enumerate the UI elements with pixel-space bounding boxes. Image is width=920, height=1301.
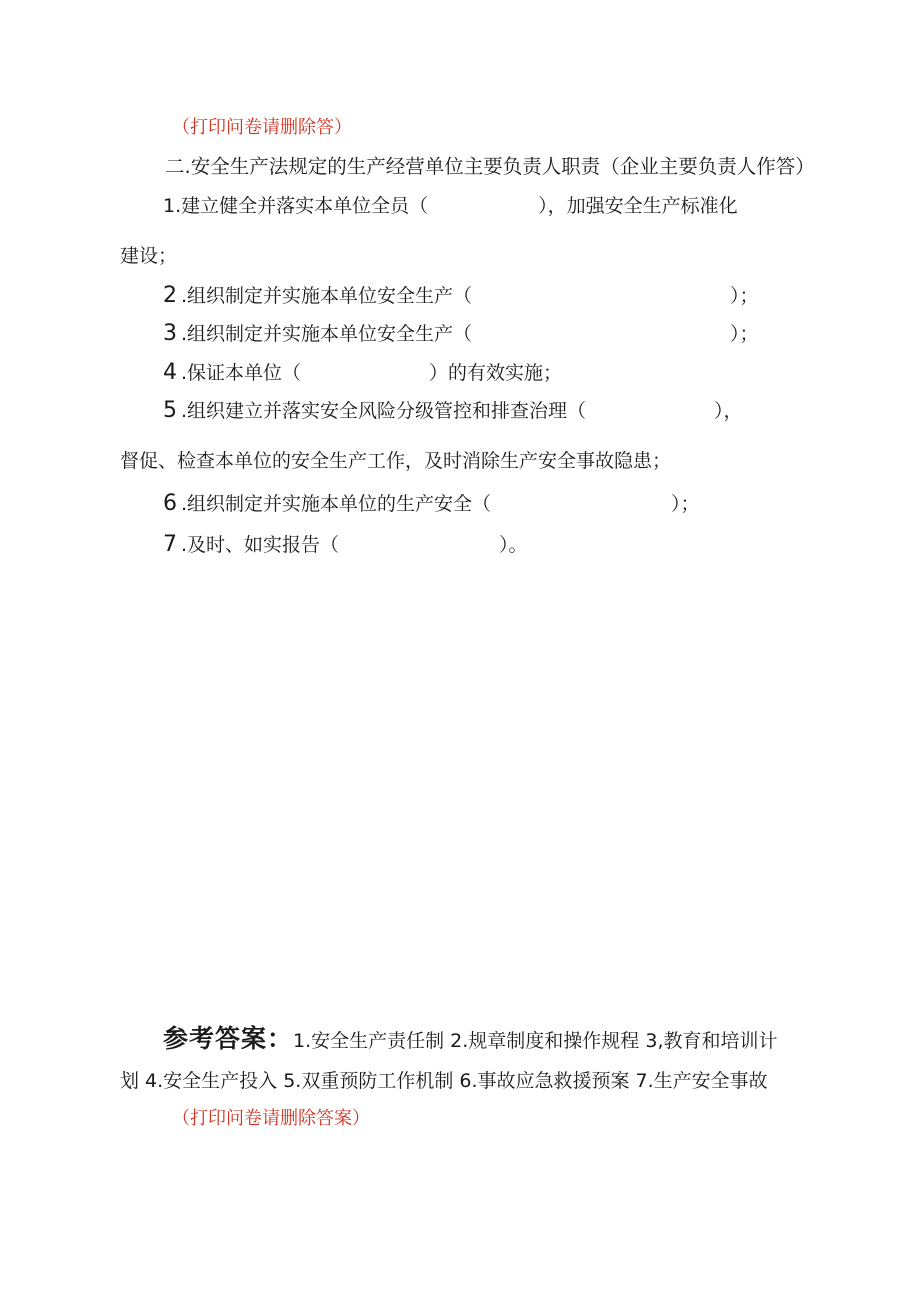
item-6-text-before: .组织制定并实施本单位的生产安全（ bbox=[181, 493, 492, 515]
print-notice-bottom: （打印问卷请删除答案） bbox=[172, 1108, 370, 1129]
item-4-text-after: ）的有效实施； bbox=[429, 362, 563, 384]
item-2-number: 2 bbox=[163, 283, 177, 308]
answers-line-1 bbox=[163, 1024, 778, 1053]
item-5-text-after: ）， bbox=[714, 400, 743, 422]
print-notice-top: （打印问卷请删除答） bbox=[172, 117, 352, 138]
item-7-text-after: ）。 bbox=[499, 534, 528, 556]
item-4-number: 4 bbox=[163, 360, 177, 385]
item-2-text-after: ）； bbox=[730, 285, 759, 307]
answers-text-1: 1.安全生产责任制 2.规章制度和操作规程 3,教育和培训计 bbox=[293, 1030, 778, 1052]
item-2-text-before: .组织制定并实施本单位安全生产（ bbox=[181, 285, 473, 307]
item-2 bbox=[163, 284, 759, 308]
item-4 bbox=[163, 361, 562, 385]
item-6-text-after: ）； bbox=[671, 493, 700, 515]
section-heading: 二.安全生产法规定的生产经营单位主要负责人职责（企业主要负责人作答） bbox=[165, 155, 815, 178]
answers-label: 参考答案： bbox=[163, 1024, 294, 1053]
item-7-number: 7 bbox=[163, 532, 177, 557]
item-5-text-before: .组织建立并落实安全风险分级管控和排查治理（ bbox=[181, 400, 587, 422]
item-1-continuation: 建设； bbox=[120, 245, 178, 267]
item-7-text-before: .及时、如实报告（ bbox=[181, 534, 340, 556]
item-1 bbox=[163, 194, 738, 218]
item-4-text-before: .保证本单位（ bbox=[181, 362, 302, 384]
item-7 bbox=[163, 533, 528, 557]
item-1-text-before: 建立健全并落实本单位全员（ bbox=[181, 195, 429, 217]
item-5-continuation: 督促、检查本单位的安全生产工作，及时消除生产安全事故隐患； bbox=[120, 450, 672, 472]
item-3-text-before: .组织制定并实施本单位安全生产（ bbox=[181, 323, 473, 345]
item-6-number: 6 bbox=[163, 491, 177, 516]
item-1-text-after: ），加强安全生产标准化 bbox=[538, 195, 738, 217]
answers-line-2: 划 4.安全生产投入 5.双重预防工作机制 6.事故应急救援预案 7.生产安全事故 bbox=[120, 1070, 768, 1092]
item-3-text-after: ）； bbox=[730, 323, 759, 345]
item-5 bbox=[163, 399, 743, 423]
item-1-number: 1. bbox=[163, 195, 182, 217]
item-6 bbox=[163, 492, 700, 516]
item-3-number: 3 bbox=[163, 321, 177, 346]
item-3 bbox=[163, 322, 759, 346]
item-5-number: 5 bbox=[163, 398, 177, 423]
